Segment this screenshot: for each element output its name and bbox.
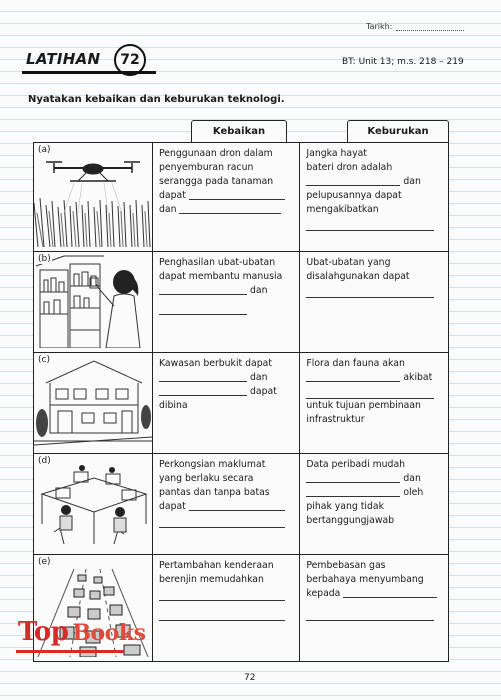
table-row <box>34 353 449 454</box>
table-row <box>34 143 449 252</box>
date-blank[interactable] <box>396 30 464 31</box>
answer-blank[interactable] <box>306 607 434 621</box>
table-row <box>34 454 449 555</box>
answer-blank[interactable] <box>306 496 400 497</box>
drone-illustration <box>34 143 152 247</box>
prompt-text: bateri dron adalah <box>306 162 393 173</box>
keburukan-cell <box>300 143 449 252</box>
prompt-text: kepada <box>306 588 341 599</box>
keburukan-cell <box>300 454 449 555</box>
answer-blank[interactable] <box>306 385 434 399</box>
answer-blank[interactable] <box>306 284 434 298</box>
prompt-text: Penghasilan ubat-ubatan <box>159 257 276 268</box>
keburukan-cell <box>300 353 449 454</box>
answer-blank[interactable] <box>306 381 400 382</box>
kebaikan-cell <box>153 454 300 555</box>
worksheet-table <box>33 142 449 662</box>
prompt-text: yang berlaku secara <box>159 473 254 484</box>
answer-blank[interactable] <box>159 395 247 396</box>
prompt-text: dan <box>249 285 268 296</box>
answer-blank[interactable] <box>159 381 247 382</box>
column-header-keburukan: Keburukan <box>347 120 449 143</box>
prompt-text: dapat membantu manusia <box>159 271 283 282</box>
prompt-text: akibat <box>403 372 433 383</box>
prompt-text: Pertambahan kenderaan <box>159 560 274 571</box>
answer-blank[interactable] <box>179 213 281 214</box>
prompt-text: bertanggungjawab <box>306 515 395 526</box>
logo-text-top: Top <box>18 617 69 647</box>
prompt-text: berenjin memudahkan <box>159 574 264 585</box>
prompt-text: Kawasan berbukit dapat <box>159 358 272 369</box>
image-cell <box>34 252 153 353</box>
prompt-text: dapat <box>249 386 277 397</box>
row-label: (b) <box>38 254 51 264</box>
row-label: (a) <box>38 145 51 155</box>
logo-text-books: Books <box>72 620 146 646</box>
answer-blank[interactable] <box>159 314 247 315</box>
prompt-text: dapat <box>159 501 186 512</box>
prompt-text: dan <box>403 176 421 187</box>
prompt-text: dapat <box>159 190 186 201</box>
date-label: Tarikh: <box>366 22 393 31</box>
instruction: Nyatakan kebaikan dan keburukan teknologi. <box>28 94 285 105</box>
topbooks-logo <box>18 617 145 647</box>
date-field <box>366 22 464 31</box>
column-header-kebaikan: Kebaikan <box>191 120 287 143</box>
keburukan-cell <box>300 252 449 353</box>
answer-blank[interactable] <box>306 185 400 186</box>
row-label: (d) <box>38 456 51 466</box>
exercise-title: LATIHAN <box>26 50 101 68</box>
prompt-text: dan <box>249 372 268 383</box>
title-underline <box>22 71 156 74</box>
prompt-text: Flora dan fauna akan <box>306 358 405 369</box>
logo-underline <box>16 650 124 653</box>
image-cell <box>34 143 153 252</box>
prompt-text: Perkongsian maklumat <box>159 459 266 470</box>
prompt-text: dan <box>403 473 421 484</box>
answer-blank[interactable] <box>159 587 285 601</box>
answer-blank[interactable] <box>189 199 285 200</box>
answer-blank[interactable] <box>159 514 285 528</box>
houses-illustration <box>34 353 152 449</box>
row-label: (e) <box>38 557 51 567</box>
textbook-reference: BT: Unit 13; m.s. 218 – 219 <box>342 57 464 67</box>
prompt-text: pihak yang tidak <box>306 501 384 512</box>
prompt-text: Pembebasan gas <box>306 560 386 571</box>
pharmacist-illustration <box>34 252 152 348</box>
page-number: 72 <box>244 673 256 683</box>
prompt-text: dibina <box>159 400 188 411</box>
image-cell <box>34 353 153 454</box>
table-row <box>34 252 449 353</box>
prompt-text: pantas dan tanpa batas <box>159 487 270 498</box>
prompt-text: Ubat-ubatan yang <box>306 257 391 268</box>
prompt-text: disalahgunakan dapat <box>306 271 410 282</box>
row-label: (c) <box>38 355 50 365</box>
exercise-number: 72 <box>114 44 146 76</box>
prompt-text: pelupusannya dapat <box>306 190 402 201</box>
kebaikan-cell <box>153 353 300 454</box>
kebaikan-cell <box>153 252 300 353</box>
prompt-text: Jangka hayat <box>306 148 367 159</box>
kebaikan-cell <box>153 143 300 252</box>
prompt-text: oleh <box>403 487 424 498</box>
prompt-text: untuk tujuan pembinaan <box>306 400 421 411</box>
prompt-text: mengakibatkan <box>306 204 379 215</box>
prompt-text: Data peribadi mudah <box>306 459 406 470</box>
answer-blank[interactable] <box>306 482 400 483</box>
answer-blank[interactable] <box>189 510 285 511</box>
answer-blank[interactable] <box>159 294 247 295</box>
prompt-text: penyemburan racun <box>159 162 254 173</box>
prompt-text: serangga pada tanaman <box>159 176 274 187</box>
prompt-text: berbahaya menyumbang <box>306 574 424 585</box>
keburukan-cell <box>300 555 449 662</box>
answer-blank[interactable] <box>306 217 434 231</box>
kebaikan-cell <box>153 555 300 662</box>
prompt-text: infrastruktur <box>306 414 365 425</box>
prompt-text: dan <box>159 204 177 215</box>
office-illustration <box>34 454 152 550</box>
image-cell <box>34 454 153 555</box>
prompt-text: Penggunaan dron dalam <box>159 148 273 159</box>
answer-blank[interactable] <box>343 597 437 598</box>
answer-blank[interactable] <box>159 607 285 621</box>
